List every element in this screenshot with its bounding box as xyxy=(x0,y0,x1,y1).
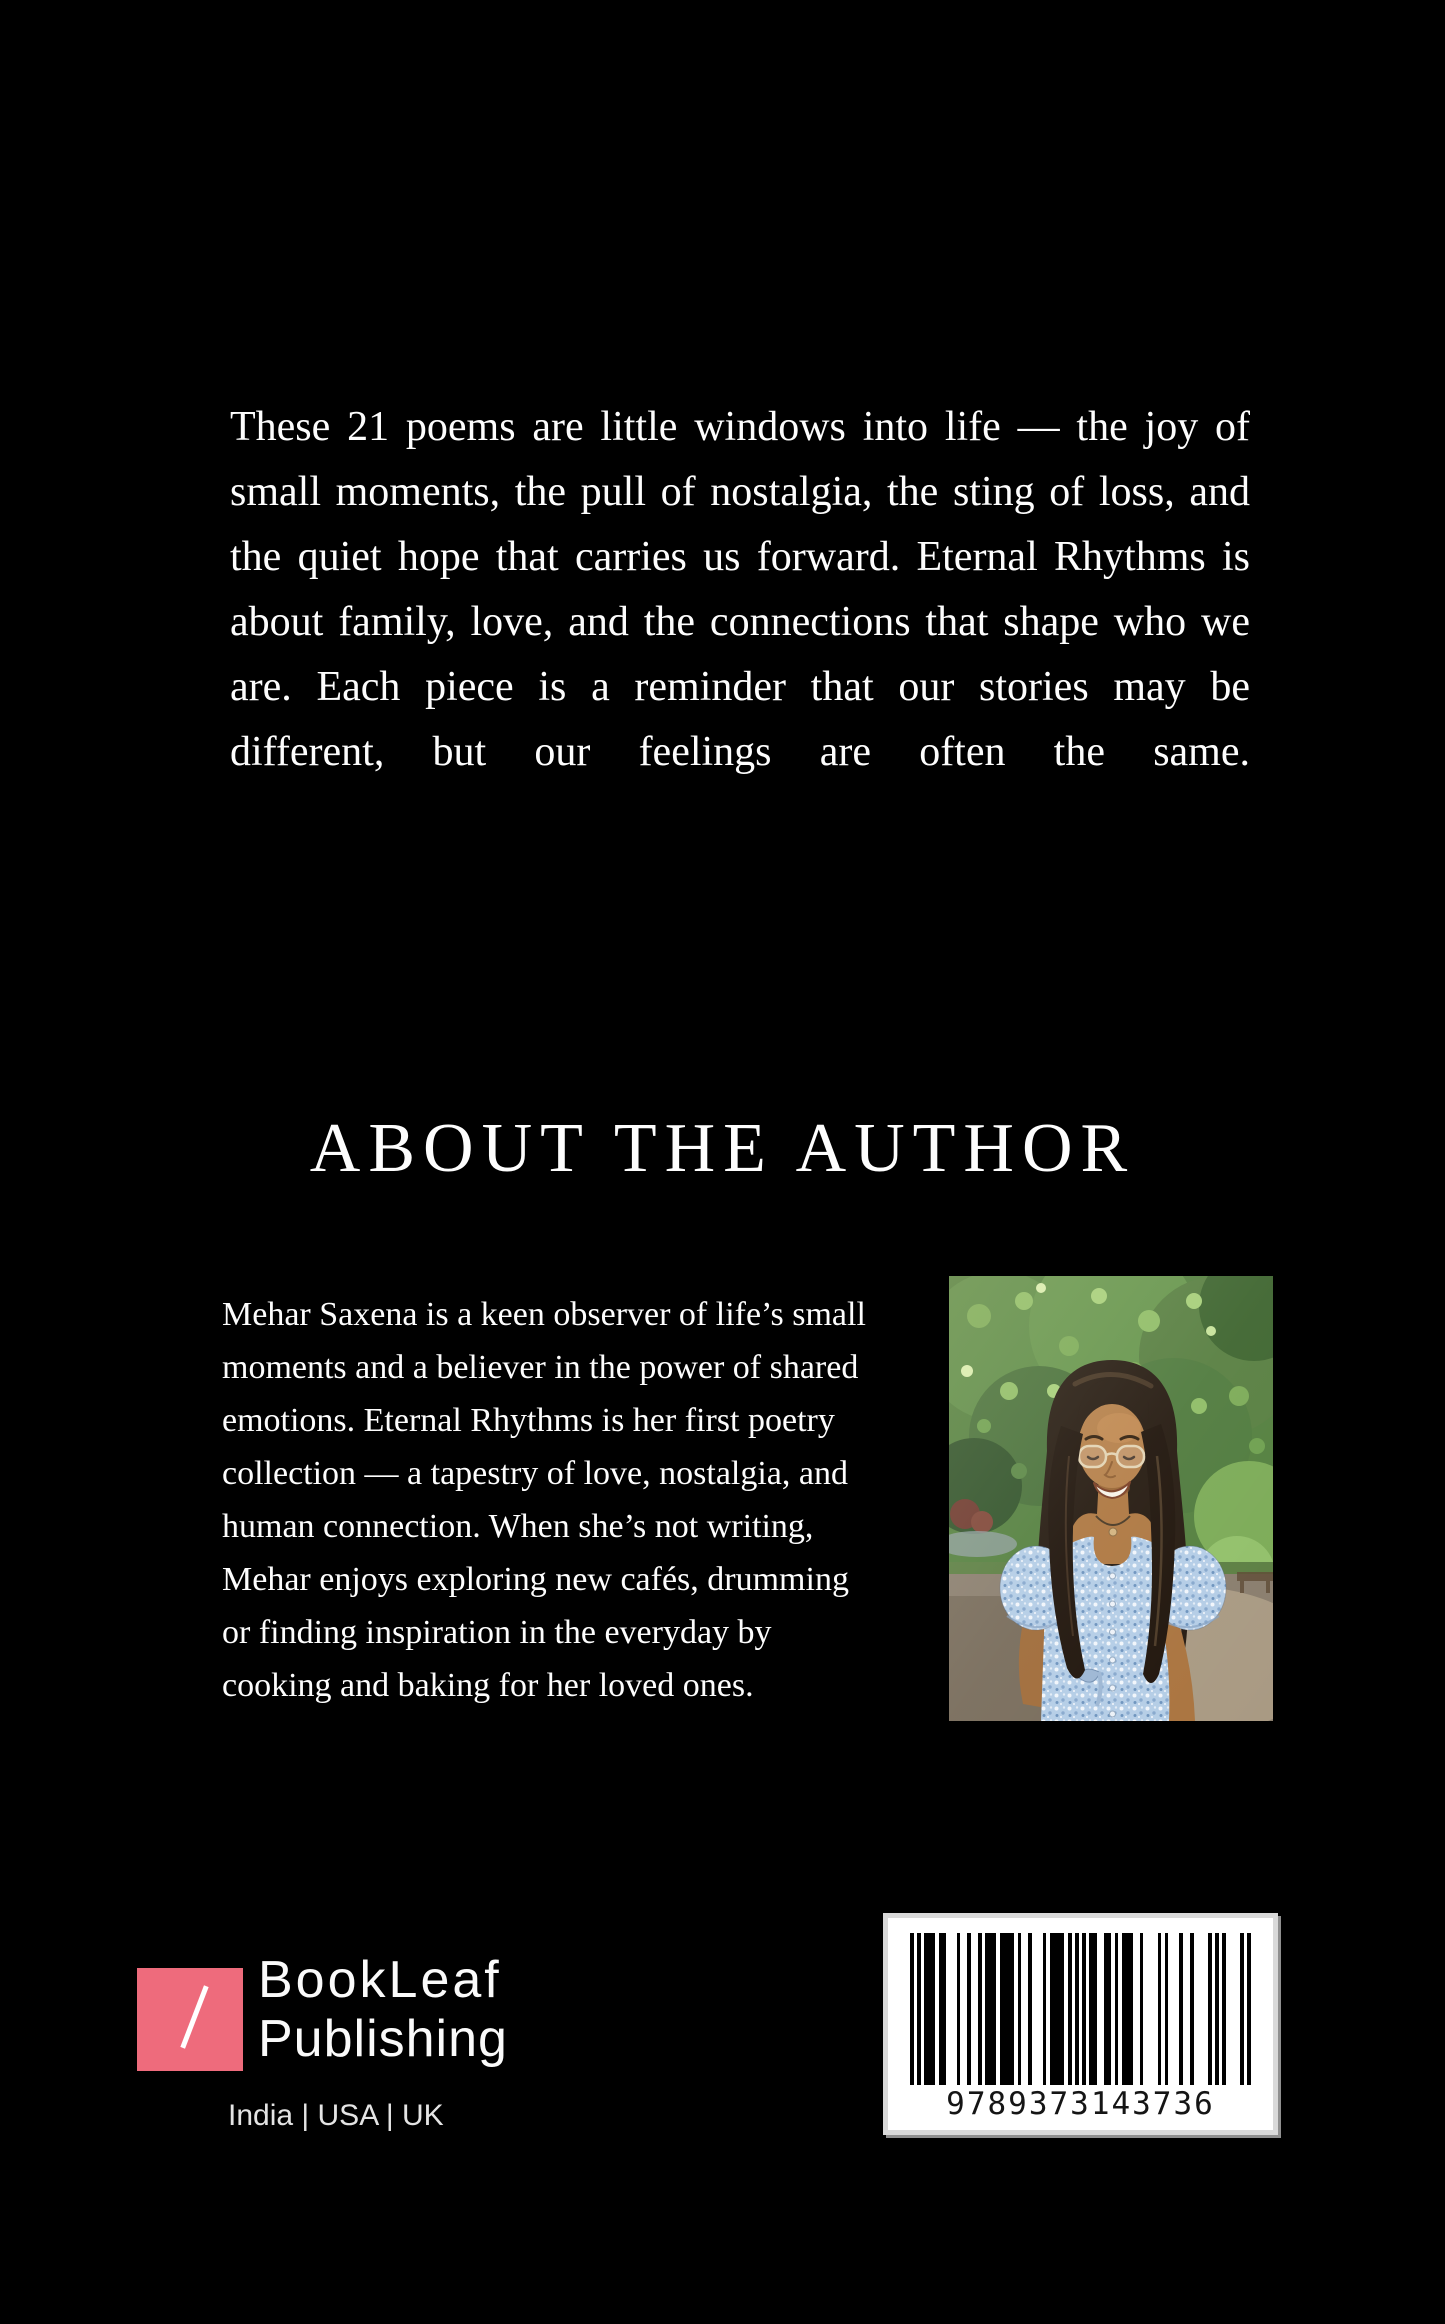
barcode-bars xyxy=(910,1933,1251,2085)
barcode xyxy=(883,1913,1278,2135)
book-blurb: These 21 poems are little windows into life — the joy of small moments, the pull of nostalgia, the sting of loss, and the quiet hope that carries us forward. Eternal Rhythms is about family, love, and the connections that shape who we are. Each piece is a reminder that our stories may be different, but our feelings are often the same. xyxy=(230,404,1250,775)
publisher-name-line1: BookLeaf xyxy=(258,1951,502,2009)
slash-icon xyxy=(180,1985,208,2048)
about-the-author-heading: ABOUT THE AUTHOR xyxy=(309,1110,1136,1187)
author-photo xyxy=(949,1276,1273,1721)
publisher-logo-mark xyxy=(137,1968,243,2071)
publisher-name xyxy=(258,1951,508,2069)
publisher-regions: India | USA | UK xyxy=(228,2099,444,2132)
barcode-number: 9789373143736 xyxy=(946,2086,1215,2122)
publisher-name-line2: Publishing xyxy=(258,2010,508,2068)
author-bio: Mehar Saxena is a keen observer of life’s small moments and a believer in the power of shared emotions. Eternal Rhythms is her first poetry collection — a tapestry of love, nostalgia, and human connection. When she’s not writing, Mehar enjoys exploring new cafés, drumming or finding inspiration in the everyday by cooking and baking for her loved ones. xyxy=(222,1296,866,1704)
author-portrait-illustration xyxy=(949,1276,1273,1721)
